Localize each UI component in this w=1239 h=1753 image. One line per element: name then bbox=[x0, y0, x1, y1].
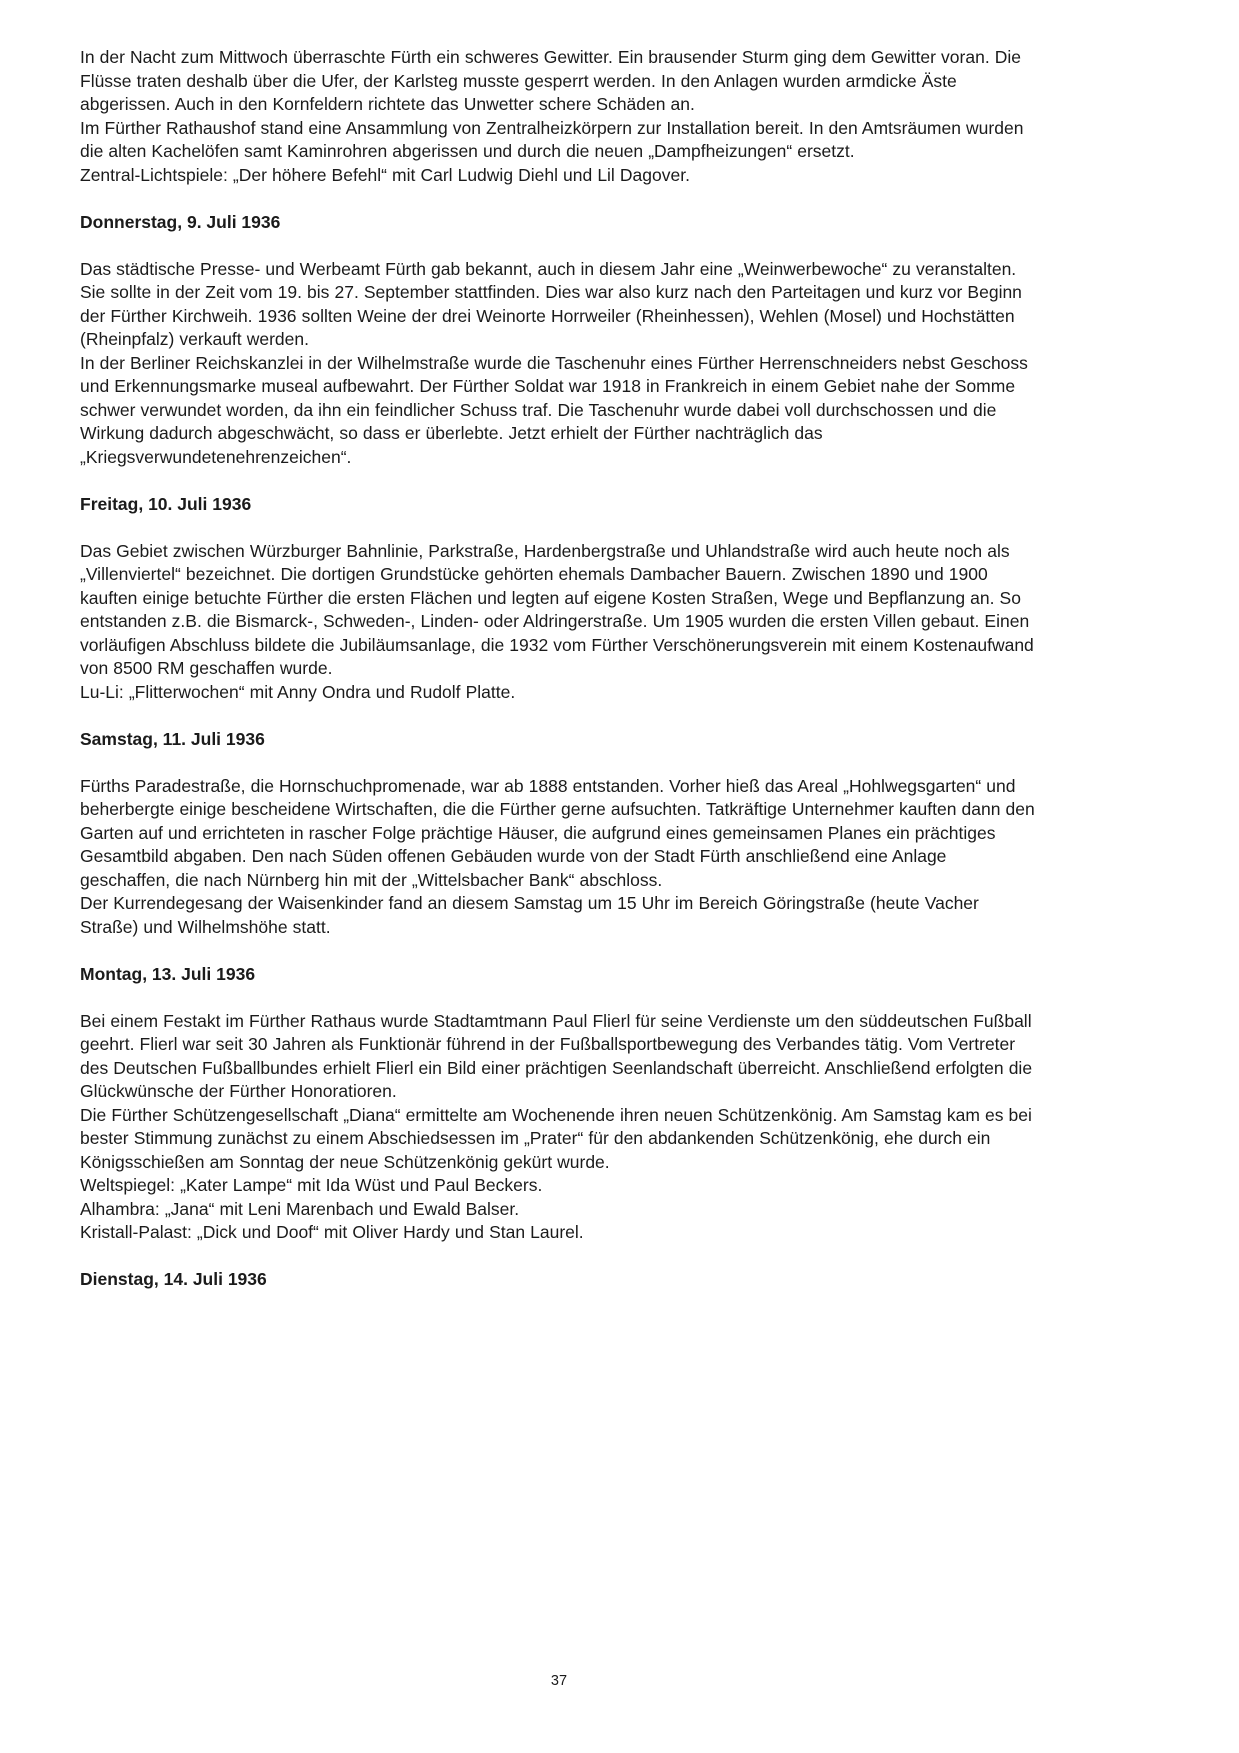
section-donnerstag-9-juli bbox=[80, 211, 1038, 470]
paragraph-schuetzengesellschaft-diana: Die Fürther Schützengesellschaft „Diana“ ermittelte am Wochenende ihren neuen Schützenkönig. Am Samstag kam es bei bester Stimmung zunächst zu einem Abschiedsessen im „Prater“ für den abdankenden Schützenkönig, ehe durch ein Königsschießen am Sonntag der neue Schützenkönig gekürt wurde. bbox=[80, 1104, 1032, 1172]
paragraph-cinema-weltspiegel: Weltspiegel: „Kater Lampe“ mit Ida Wüst und Paul Beckers. bbox=[80, 1175, 543, 1195]
section-intro bbox=[80, 46, 1038, 187]
section-heading-montag: Montag, 13. Juli 1936 bbox=[80, 963, 256, 984]
paragraph-cinema-kristall-palast: Kristall-Palast: „Dick und Doof“ mit Oliver Hardy und Stan Laurel. bbox=[80, 1222, 584, 1242]
paragraph-storm-report: In der Nacht zum Mittwoch überraschte Fürth ein schweres Gewitter. Ein brausender Sturm ging dem Gewitter voran. Die Flüsse traten deshalb über die Ufer, der Karlsteg musste gesperrt werden. In den Anlagen wurden armdicke Äste abgerissen. Auch in den Kornfeldern richtete das Unwetter schere Schäden an. bbox=[80, 47, 1022, 114]
paragraph-cinema-lu-li: Lu-Li: „Flitterwochen“ mit Anny Ondra und Rudolf Platte. bbox=[80, 681, 516, 702]
page-number: 37 bbox=[550, 1673, 568, 1689]
document-content bbox=[80, 46, 1038, 1315]
section-samstag-11-juli bbox=[80, 728, 1038, 940]
paragraph-rathaushof-heating: Im Fürther Rathaushof stand eine Ansammlung von Zentralheizkörpern zur Installation bereit. In den Amtsräumen wurden die alten Kachelöfen samt Kaminrohren abgerissen und durch die neuen „Dampfheizungen“ ersetzt. bbox=[80, 117, 1024, 161]
paragraph-cinema-zentral-lichtspiele: Zentral-Lichtspiele: „Der höhere Befehl“ mit Carl Ludwig Diehl und Lil Dagover. bbox=[80, 164, 690, 185]
paragraph-villenviertel: Das Gebiet zwischen Würzburger Bahnlinie, Parkstraße, Hardenbergstraße und Uhlandstraße wird auch heute noch als „Villenviertel“ bezeichnet. Die dortigen Grundstücke gehörten ehemals Dambacher Bauern. Zwischen 1890 und 1900 kauften einige betuchte Fürther die ersten Flächen und legten auf eigene Kosten Straßen, Wege und Bepflanzung an. So entstanden z.B. die Bismarck-, Schweden-, Linden- oder Aldringerstraße. Um 1905 wurden die ersten Villen gebaut. Einen vorläufigen Abschluss bildete die Jubiläumsanlage, die 1932 vom Fürther Verschönerungsverein mit einem Kostenaufwand von 8500 RM geschaffen wurde. bbox=[80, 540, 1034, 678]
section-montag-13-juli bbox=[80, 963, 1038, 1245]
paragraph-weinwerbewoche: Das städtische Presse- und Werbeamt Fürth gab bekannt, auch in diesem Jahr eine „Weinwerbewoche“ zu veranstalten. Sie sollte in der Zeit vom 19. bis 27. September stattfinden. Dies war also kurz nach den Parteitagen und kurz vor Beginn der Fürther Kirchweih. 1936 sollten Weine der drei Weinorte Horrweiler (Rheinhessen), Wehlen (Mosel) und Hochstätten (Rheinpfalz) verkauft werden. bbox=[80, 258, 1022, 349]
page-footer bbox=[80, 1672, 1038, 1690]
section-heading-donnerstag: Donnerstag, 9. Juli 1936 bbox=[80, 211, 281, 232]
paragraph-hornschuchpromenade: Fürths Paradestraße, die Hornschuchpromenade, war ab 1888 entstanden. Vorher hieß das Areal „Hohlwegsgarten“ und beherbergte einige bescheidene Wirtschaften, die die Fürther gerne aufsuchten. Tatkräftige Unternehmer kauften dann den Garten auf und errichteten in rascher Folge prächtige Häuser, die aufgrund eines gemeinsamen Planes ein prächtiges Gesamtbild abgaben. Den nach Süden offenen Gebäuden wurde von der Stadt Fürth anschließend eine Anlage geschaffen, die nach Nürnberg hin mit der „Wittelsbacher Bank“ abschloss. bbox=[80, 775, 1035, 890]
section-heading-dienstag: Dienstag, 14. Juli 1936 bbox=[80, 1269, 267, 1289]
section-heading-freitag: Freitag, 10. Juli 1936 bbox=[80, 493, 252, 514]
paragraph-reichskanzlei-taschenuhr: In der Berliner Reichskanzlei in der Wilhelmstraße wurde die Taschenuhr eines Fürther Herrenschneiders nebst Geschoss und Erkennungsmarke museal aufbewahrt. Der Fürther Soldat war 1918 in Frankreich in einem Gebiet nahe der Somme schwer verwundet worden, da ihn ein feindlicher Schuss traf. Die Taschenuhr wurde dabei voll durchschossen und die Wirkung dadurch abgeschwächt, so dass er überlebte. Jetzt erhielt der Fürther nachträglich das „Kriegsverwundetenehrenzeichen“. bbox=[80, 352, 1028, 467]
section-dienstag-14-juli bbox=[80, 1268, 1038, 1292]
paragraph-kurrendegesang: Der Kurrendegesang der Waisenkinder fand an diesem Samstag um 15 Uhr im Bereich Göringstraße (heute Vacher Straße) und Wilhelmshöhe statt. bbox=[80, 893, 979, 937]
paragraph-festakt-flierl: Bei einem Festakt im Fürther Rathaus wurde Stadtamtmann Paul Flierl für seine Verdienste um den süddeutschen Fußball geehrt. Flierl war seit 30 Jahren als Funktionär führend in der Fußballsportbewegung des Verbandes tätig. Vom Vertreter des Deutschen Fußballbundes erhielt Flierl ein Bild einer prächtigen Seenlandschaft überreicht. Anschließend erfolgten die Glückwünsche der Fürther Honoratioren. bbox=[80, 1010, 1033, 1101]
section-freitag-10-juli bbox=[80, 493, 1038, 705]
section-heading-samstag: Samstag, 11. Juli 1936 bbox=[80, 728, 265, 749]
paragraph-cinema-alhambra: Alhambra: „Jana“ mit Leni Marenbach und Ewald Balser. bbox=[80, 1198, 520, 1219]
